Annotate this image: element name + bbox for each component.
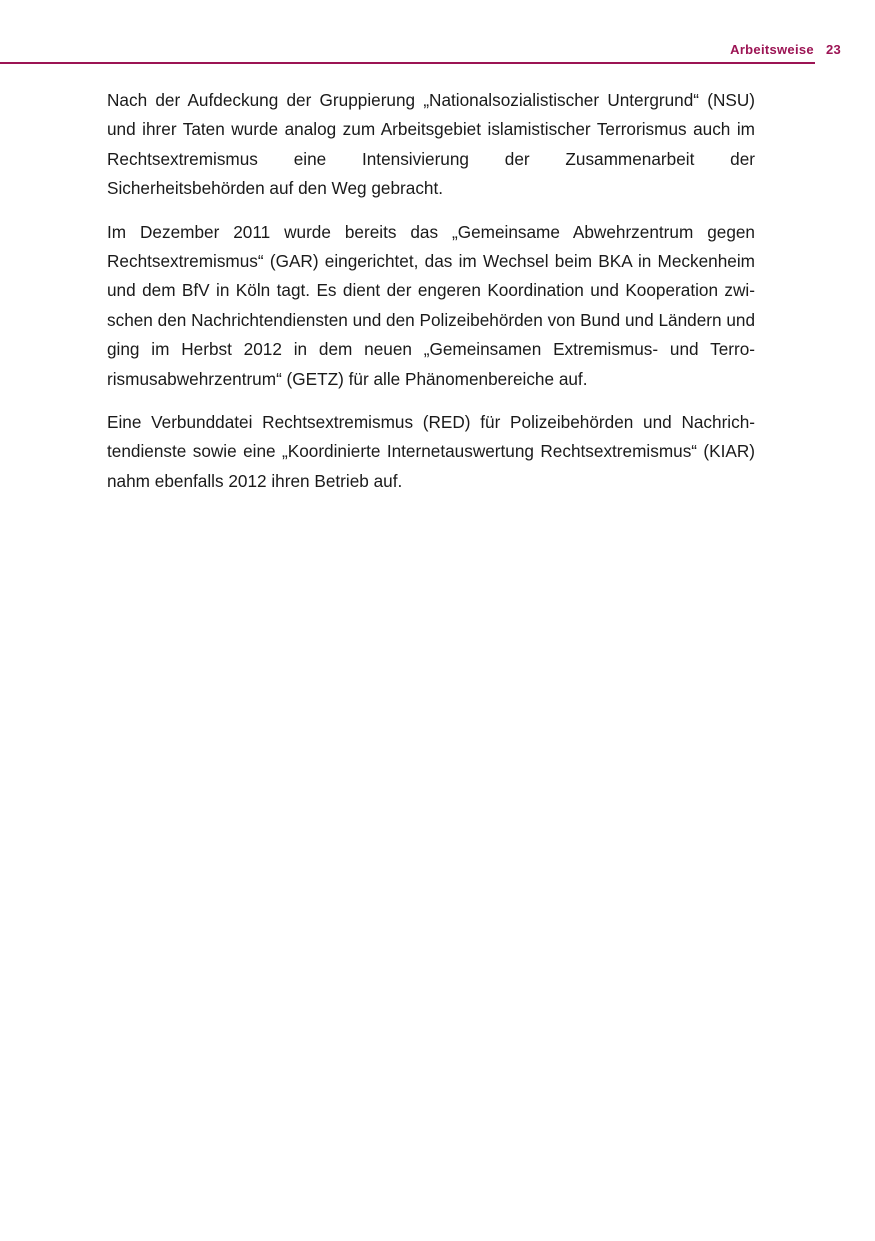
header-rule xyxy=(0,62,815,64)
running-header xyxy=(730,38,841,60)
paragraph-nsu: Nach der Aufdeckung der Gruppierung „Nationalsozialistischer Untergrund“ (NSU) und ihrer Taten wurde analog zum Arbeitsgebiet islamistischer Terrorismus auch im Rechtsextremismus eine Intensivierung der Zusammenarbeit der Sicherheitsbehörden auf den Weg gebracht. xyxy=(107,90,755,199)
section-title: Arbeitsweise xyxy=(730,41,814,57)
body-text xyxy=(107,86,755,510)
paragraph-gar: Im Dezember 2011 wurde bereits das „Gemeinsame Abwehrzentrum gegen Rechtsextremismus“ (GAR) eingerichtet, das im Wechsel beim BKA in Meckenheim und dem BfV in Köln tagt. Es dient der engeren Koordination und Kooperation zwischen den Nachrichtendiensten und den Polizeibehörden von Bund und Ländern und ging im Herbst 2012 in dem neuen „Gemeinsamen Extremismus- und Terrorismusabwehrzentrum“ (GETZ) für alle Phänomenbereiche auf. xyxy=(107,221,755,389)
page-number: 23 xyxy=(825,41,841,57)
paragraph-red-kiar: Eine Verbunddatei Rechtsextremismus (RED) für Polizeibehörden und Nachrichtendienste sowie eine „Koordinierte Internetauswertung Rechtsextremismus“ (KIAR) nahm ebenfalls 2012 ihren Betrieb auf. xyxy=(107,412,755,491)
